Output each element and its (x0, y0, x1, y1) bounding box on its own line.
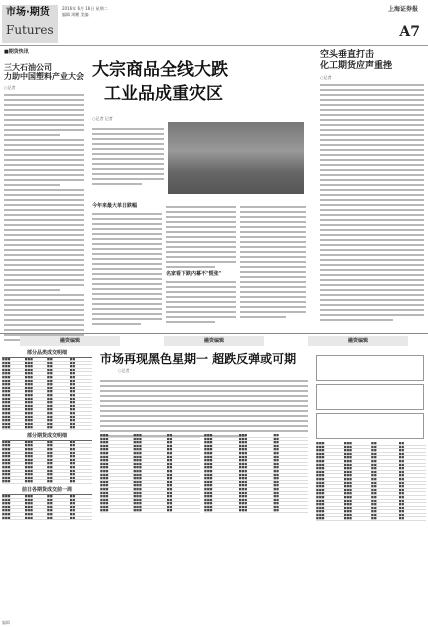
main-subhead-1: 今年来最大单日跌幅 (92, 203, 138, 209)
table-2-rows: ■■■ ■■■ ■■ ■■ ■■■ ■■■ ■■ ■■ ■■■ ■■■ ■■ ■■ ■■■ ■■■ ■■ ■■ ■■■ ■■■ ■■ ■■ ■■■ ■■■ ■■ ■■ ■■■ ■■■ ■■ ■■ ■■■ ■■■ ■■ ■■ ■■■ ■■■ ■■ ■■ ■■■ ■■■ ■■ ■■ ■■■ ■■■ ■■ ■■ ■■■ ■■■ ■■ ■■ (2, 441, 92, 484)
mini-chart-2 (316, 384, 424, 410)
newspaper-name: 上海证券报 (387, 6, 418, 13)
right-market-data (316, 352, 426, 521)
right-data-rows: ■■■ ■■■ ■■ ■■ ■■■ ■■■ ■■ ■■ ■■■ ■■■ ■■ ■■ ■■■ ■■■ ■■ ■■ ■■■ ■■■ ■■ ■■ ■■■ ■■■ ■■ ■■ ■■■ ■■■ ■■ ■■ ■■■ ■■■ ■■ ■■ ■■■ ■■■ ■■ ■■ ■■■ ■■■ ■■ ■■ ■■■ ■■■ ■■ ■■ ■■■ ■■■ ■■ ■■ ■■■ ■■■ ■■ ■■ ■■■ ■■■ ■■ ■■ ■■■ ■■■ ■■ ■■ ■■■ ■■■ ■■ ■■ ■■■ ■■■ ■■ ■■ ■■■ ■■■ ■■ ■■ ■■■ ■■■ ■■ ■■ ■■■ ■■■ ■■ ■■ ■■■ ■■■ ■■ ■■ ■■■ ■■■ ■■ ■■ (316, 442, 426, 521)
news-photo (168, 122, 304, 194)
masthead (0, 0, 428, 46)
right-headline-2: 化工期货应声重挫 (320, 61, 393, 71)
main-body-col-2 (92, 200, 162, 328)
right-headline-1: 空头垂直打击 (320, 50, 375, 60)
main-subhead-2: 名家看下跌内幕不"慌张" (166, 271, 222, 277)
right-news-column (320, 50, 424, 324)
mini-chart-3 (316, 413, 424, 439)
left-data-tables (2, 350, 92, 520)
left-news-column (4, 50, 84, 330)
table-3-title: 前日各期货成交前一周 (2, 487, 92, 495)
issue-date: 2016年 6月 16日 星期二 (62, 6, 108, 11)
section-divider (0, 333, 428, 334)
section-title: 市场·期货 (6, 7, 50, 18)
left-author: ○记者 (4, 85, 16, 90)
mid-byline: ○记者 (118, 368, 130, 373)
editor-credit: 编辑 周鹏 美编 (62, 12, 89, 17)
main-body-col-1 (92, 124, 164, 188)
table-3-rows: ■■■ ■■■ ■■ ■■ ■■■ ■■■ ■■ ■■ ■■■ ■■■ ■■ ■■ ■■■ ■■■ ■■ ■■ ■■■ ■■■ ■■ ■■ ■■■ ■■■ ■■ ■■ ■■■ ■■■ ■■ ■■ (2, 495, 92, 520)
ad-strip-1: 融资编辑 (20, 336, 120, 346)
left-kicker: ■期货快讯 (4, 49, 29, 55)
right-author: ○记者 (320, 75, 332, 80)
ad-strip-2: 融资编辑 (164, 336, 264, 346)
page-number: A7 (399, 24, 420, 40)
mid-table-left: ■■■ ■■■ ■■ ■■■ ■■■ ■■ ■■■ ■■■ ■■ ■■■ ■■■ ■■ ■■■ ■■■ ■■ ■■■ ■■■ ■■ ■■■ ■■■ ■■ ■■■ ■■■ ■■ ■■■ ■■■ ■■ ■■■ ■■■ ■■ ■■■ ■■■ ■■ ■■■ ■■■ ■■ ■■■ ■■■ ■■ ■■■ ■■■ ■■ ■■■ ■■■ ■■ ■■■ ■■■ ■■ ■■■ ■■■ ■■ ■■■ ■■■ ■■ ■■■ ■■■ ■■ ■■■ ■■■ ■■ ■■■ ■■■ ■■ ■■■ ■■■ ■■ (100, 434, 200, 513)
ad-strip-3: 融资编辑 (308, 336, 408, 346)
table-1-rows: ■■■ ■■■ ■■ ■■ ■■■ ■■■ ■■ ■■ ■■■ ■■■ ■■ ■■ ■■■ ■■■ ■■ ■■ ■■■ ■■■ ■■ ■■ ■■■ ■■■ ■■ ■■ ■■■ ■■■ ■■ ■■ ■■■ ■■■ ■■ ■■ ■■■ ■■■ ■■ ■■ ■■■ ■■■ ■■ ■■ ■■■ ■■■ ■■ ■■ ■■■ ■■■ ■■ ■■ ■■■ ■■■ ■■ ■■ ■■■ ■■■ ■■ ■■ ■■■ ■■■ ■■ ■■ ■■■ ■■■ ■■ ■■ ■■■ ■■■ ■■ ■■ ■■■ ■■■ ■■ ■■ ■■■ ■■■ ■■ ■■ ■■■ ■■■ ■■ ■■ (2, 358, 92, 430)
mid-table-right: ■■■ ■■■ ■■ ■■■ ■■■ ■■ ■■■ ■■■ ■■ ■■■ ■■■ ■■ ■■■ ■■■ ■■ ■■■ ■■■ ■■ ■■■ ■■■ ■■ ■■■ ■■■ ■■ ■■■ ■■■ ■■ ■■■ ■■■ ■■ ■■■ ■■■ ■■ ■■■ ■■■ ■■ ■■■ ■■■ ■■ ■■■ ■■■ ■■ ■■■ ■■■ ■■ ■■■ ■■■ ■■ ■■■ ■■■ ■■ ■■■ ■■■ ■■ ■■■ ■■■ ■■ ■■■ ■■■ ■■ ■■■ ■■■ ■■ ■■■ ■■■ ■■ (204, 434, 308, 513)
main-body-col-3 (166, 202, 236, 326)
left-body-text (4, 94, 84, 341)
main-body-col-4 (240, 202, 306, 321)
mini-chart-1 (316, 355, 424, 381)
left-headline-2: 力助中国塑料产业大会 (4, 72, 84, 81)
left-headline-1: 三大石油公司 (4, 63, 52, 72)
table-1-title: 部分品类成交明细 (2, 350, 92, 358)
footer-editor: 编辑 (2, 620, 10, 625)
section-title-en: Futures (6, 23, 54, 37)
section-label-box (2, 5, 58, 43)
main-headline-line2: 工业品成重灾区 (104, 84, 223, 104)
table-2-title: 部分期货成交明细 (2, 433, 92, 441)
mid-headline: 市场再现黑色星期一 超跌反弹或可期 (100, 352, 297, 366)
right-body-text (320, 84, 424, 321)
mid-body-text (100, 376, 308, 440)
main-headline-line1: 大宗商品全线大跌 (92, 60, 228, 80)
main-byline: ○记者 记者 (92, 116, 113, 121)
